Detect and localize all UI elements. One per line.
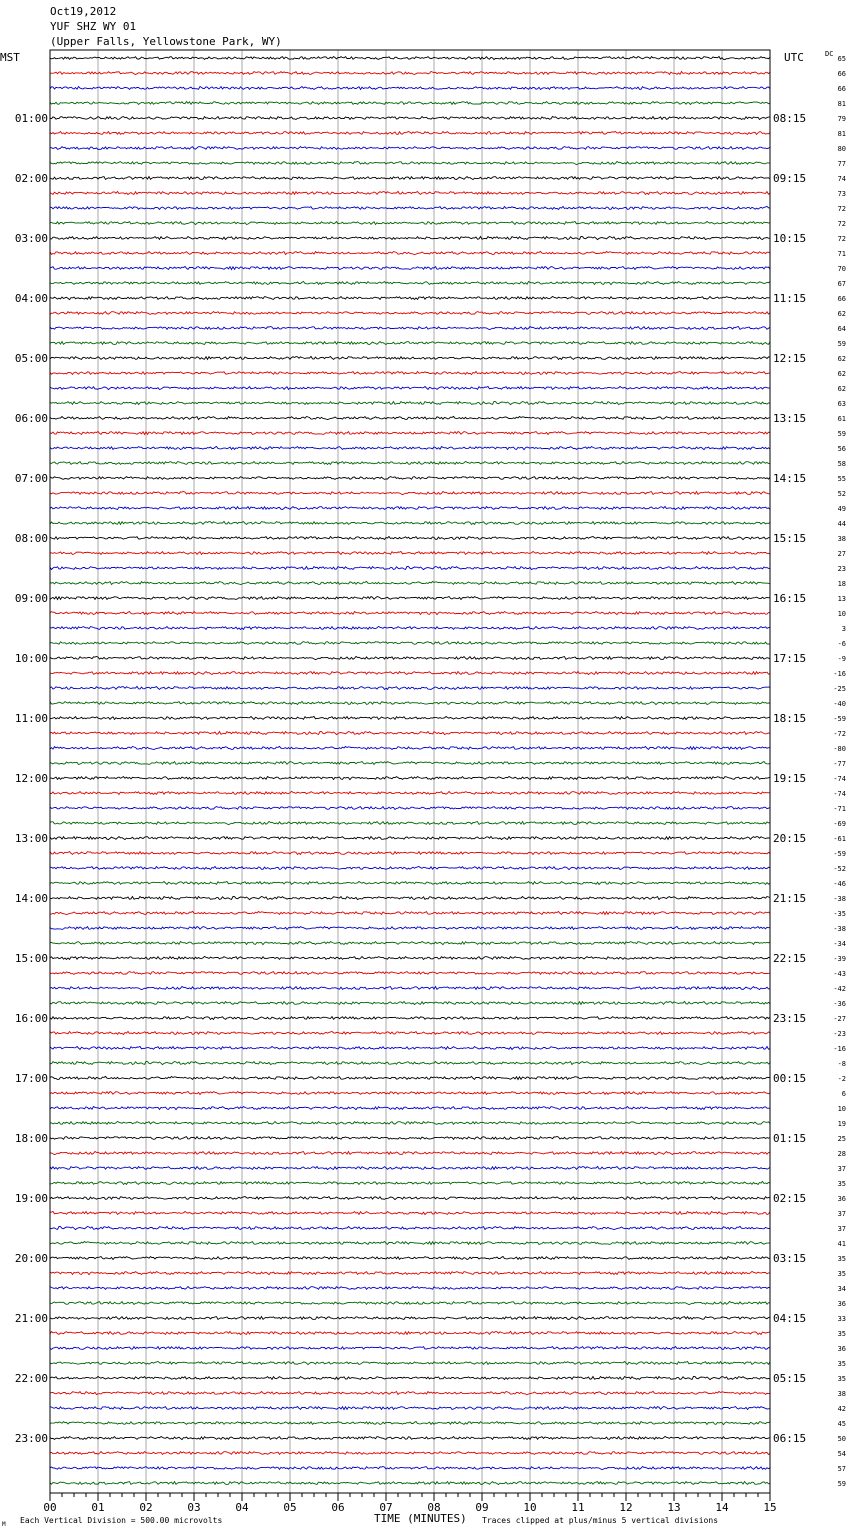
trace-row [50,1152,770,1155]
scale-note: Each Vertical Division = 500.00 microvolts [20,1516,223,1525]
right-hour-label: 17:15 [773,652,807,665]
dc-offset-label: 54 [837,1450,846,1458]
trace-row [50,1377,770,1380]
dc-offset-label: 45 [837,1420,846,1428]
x-tick-label: 15 [763,1501,777,1514]
dc-offset-label: 66 [837,85,846,93]
trace-row [50,57,770,60]
x-tick-label: 14 [715,1501,729,1514]
trace-row [50,342,770,345]
trace-row [50,492,770,495]
dc-offset-label: -38 [833,895,846,903]
trace-row [50,672,770,675]
dc-offset-label: 59 [837,1480,846,1488]
dc-offset-label: -34 [833,940,846,948]
left-hour-label: 11:00 [14,712,48,725]
dc-label: DC [825,50,834,58]
dc-offset-label: 37 [837,1165,846,1173]
dc-offset-label: 25 [837,1135,846,1143]
trace-row [50,372,770,375]
dc-offset-label: 80 [837,145,846,153]
x-tick-label: 03 [187,1501,201,1514]
trace-row [50,762,770,765]
corner-mark: M [2,1521,6,1528]
right-hour-label: 16:15 [773,592,807,605]
trace-row [50,207,770,210]
dc-offset-label: 58 [837,460,846,468]
trace-row [50,1092,770,1095]
trace-row [50,537,770,540]
right-hour-label: 12:15 [773,352,807,365]
dc-offset-label: 38 [837,535,846,543]
trace-row [50,1032,770,1035]
x-tick-label: 00 [43,1501,57,1514]
dc-offset-label: 41 [837,1240,846,1248]
left-hour-label: 04:00 [14,292,48,305]
dc-offset-label: 74 [837,175,846,183]
dc-offset-label: 72 [837,205,846,213]
dc-offset-label: 62 [837,385,846,393]
x-tick-label: 01 [91,1501,105,1514]
dc-offset-label: 57 [837,1465,846,1473]
left-hour-label: 06:00 [14,412,48,425]
dc-offset-label: 59 [837,430,846,438]
dc-offset-label: 35 [837,1360,846,1368]
trace-row [50,117,770,120]
dc-offset-label: 49 [837,505,846,513]
dc-offset-label: -8 [837,1060,846,1068]
trace-row [50,1062,770,1065]
trace-row [50,972,770,975]
dc-offset-label: 56 [837,445,846,453]
right-hour-label: 05:15 [773,1372,807,1385]
trace-row [50,237,770,240]
trace-row [50,642,770,645]
plot-date: Oct19,2012 [50,5,117,18]
left-hour-label: 01:00 [14,112,48,125]
dc-offset-label: 55 [837,475,846,483]
left-hour-label: 22:00 [14,1372,48,1385]
left-hour-label: 05:00 [14,352,48,365]
trace-row [50,567,770,570]
trace-row [50,282,770,285]
trace-row [50,251,770,254]
right-timezone-label: UTC [784,51,804,64]
dc-offset-label: -27 [833,1015,846,1023]
trace-row [50,222,770,225]
dc-offset-label: -16 [833,670,846,678]
x-tick-label: 12 [619,1501,633,1514]
right-hour-label: 23:15 [773,1012,807,1025]
trace-row [50,851,770,854]
dc-offset-label: -6 [837,640,846,648]
station-code: YUF SHZ WY 01 [50,20,137,33]
trace-row [50,162,770,165]
dc-offset-label: 19 [837,1120,846,1128]
x-tick-label: 13 [667,1501,681,1514]
right-hour-label: 15:15 [773,532,807,545]
trace-row [50,521,770,524]
trace-row [50,732,770,735]
left-hour-label: 21:00 [14,1312,48,1325]
trace-row [50,1317,770,1320]
dc-offset-label: 33 [837,1315,846,1323]
dc-offset-label: -23 [833,1030,846,1038]
trace-row [50,1197,770,1200]
dc-offset-label: 23 [837,565,846,573]
left-hour-label: 23:00 [14,1432,48,1445]
right-hour-label: 01:15 [773,1132,807,1145]
left-hour-label: 18:00 [14,1132,48,1145]
right-hour-label: 20:15 [773,832,807,845]
trace-row [50,552,770,555]
right-hour-label: 09:15 [773,172,807,185]
trace-row [50,1482,770,1485]
dc-offset-label: 66 [837,70,846,78]
dc-offset-label: -72 [833,730,846,738]
trace-row [50,837,770,840]
trace-row [50,927,770,930]
left-hour-label: 12:00 [14,772,48,785]
trace-row [50,581,770,584]
dc-offset-label: 77 [837,160,846,168]
dc-offset-label: 35 [837,1270,846,1278]
trace-row [50,746,770,749]
dc-offset-label: 37 [837,1225,846,1233]
clip-note: Traces clipped at plus/minus 5 vertical divisions [482,1516,719,1525]
trace-row [50,177,770,180]
trace-row [50,461,770,464]
dc-offset-label: 62 [837,370,846,378]
dc-offset-label: 65 [837,55,846,63]
trace-row [50,1362,770,1365]
right-hour-label: 11:15 [773,292,807,305]
trace-row [50,686,770,689]
trace-row [50,1331,770,1334]
dc-offset-label: 10 [837,610,846,618]
dc-offset-label: 44 [837,520,846,528]
dc-offset-label: -36 [833,1000,846,1008]
trace-row [50,71,770,74]
x-tick-label: 10 [523,1501,537,1514]
left-hour-label: 13:00 [14,832,48,845]
trace-row [50,1182,770,1185]
trace-row [50,1257,770,1260]
trace-row [50,1121,770,1124]
trace-row [50,267,770,270]
dc-offset-label: 79 [837,115,846,123]
dc-offset-label: 35 [837,1375,846,1383]
dc-offset-label: 36 [837,1300,846,1308]
dc-offset-label: 59 [837,340,846,348]
trace-row [50,1226,770,1229]
dc-offset-label: -35 [833,910,846,918]
dc-offset-label: 6 [841,1090,846,1098]
trace-row [50,807,770,810]
dc-offset-label: 27 [837,550,846,558]
trace-row [50,1467,770,1470]
left-hour-label: 17:00 [14,1072,48,1085]
dc-offset-label: 10 [837,1105,846,1113]
trace-row [50,702,770,705]
dc-offset-label: -74 [833,790,846,798]
trace-row [50,402,770,405]
right-hour-label: 22:15 [773,952,807,965]
trace-row [50,507,770,510]
right-hour-label: 18:15 [773,712,807,725]
dc-offset-label: 70 [837,265,846,273]
dc-offset-label: -25 [833,685,846,693]
trace-row [50,102,770,105]
trace-row [50,387,770,390]
trace-row [50,867,770,870]
trace-row [50,911,770,914]
trace-row [50,942,770,945]
station-location: (Upper Falls, Yellowstone Park, WY) [50,35,282,48]
right-hour-label: 08:15 [773,112,807,125]
dc-offset-label: -52 [833,865,846,873]
trace-row [50,1107,770,1110]
right-hour-label: 02:15 [773,1192,807,1205]
right-hour-label: 14:15 [773,472,807,485]
dc-offset-label: 36 [837,1195,846,1203]
trace-row [50,777,770,780]
trace-row [50,1407,770,1410]
dc-offset-label: 38 [837,1390,846,1398]
dc-offset-label: -42 [833,985,846,993]
trace-row [50,1212,770,1215]
trace-row [50,597,770,600]
dc-offset-label: -71 [833,805,846,813]
dc-offset-label: -38 [833,925,846,933]
dc-offset-label: -40 [833,700,846,708]
dc-offset-label: 28 [837,1150,846,1158]
trace-row [50,147,770,150]
dc-offset-label: 35 [837,1255,846,1263]
trace-row [50,1001,770,1004]
dc-offset-label: 62 [837,310,846,318]
trace-row [50,956,770,959]
trace-row [50,432,770,435]
dc-offset-label: 34 [837,1285,846,1293]
trace-row [50,717,770,720]
trace-row [50,1302,770,1305]
trace-row [50,477,770,480]
dc-offset-label: 37 [837,1210,846,1218]
dc-offset-label: 42 [837,1405,846,1413]
trace-row [50,1391,770,1394]
trace-row [50,1452,770,1455]
trace-row [50,657,770,660]
trace-row [50,1242,770,1245]
trace-row [50,1436,770,1439]
dc-offset-label: 50 [837,1435,846,1443]
dc-offset-label: 63 [837,400,846,408]
x-tick-label: 06 [331,1501,345,1514]
dc-offset-label: 36 [837,1345,846,1353]
right-hour-label: 13:15 [773,412,807,425]
dc-offset-label: -39 [833,955,846,963]
left-hour-label: 09:00 [14,592,48,605]
dc-offset-label: 71 [837,250,846,258]
trace-row [50,356,770,359]
dc-offset-label: 13 [837,595,846,603]
trace-row [50,987,770,990]
trace-layer [50,57,770,1485]
dc-offset-label: 52 [837,490,846,498]
dc-offset-label: 35 [837,1180,846,1188]
dc-offset-label: 66 [837,295,846,303]
x-axis-label: TIME (MINUTES) [374,1512,467,1525]
right-hour-label: 03:15 [773,1252,807,1265]
left-hour-label: 20:00 [14,1252,48,1265]
dc-offset-label: -69 [833,820,846,828]
left-hour-label: 14:00 [14,892,48,905]
trace-row [50,1137,770,1140]
left-hour-label: 16:00 [14,1012,48,1025]
left-hour-label: 08:00 [14,532,48,545]
left-hour-label: 03:00 [14,232,48,245]
trace-row [50,132,770,135]
left-hour-label: 10:00 [14,652,48,665]
x-tick-label: 11 [571,1501,585,1514]
dc-offset-label: 72 [837,235,846,243]
dc-offset-label: 62 [837,355,846,363]
x-tick-label: 05 [283,1501,297,1514]
trace-row [50,87,770,90]
trace-row [50,191,770,194]
trace-row [50,791,770,794]
right-hour-label: 21:15 [773,892,807,905]
dc-offset-label: -2 [837,1075,846,1083]
x-tick-label: 07 [379,1501,393,1514]
x-tick-label: 04 [235,1501,249,1514]
right-hour-label: 06:15 [773,1432,807,1445]
x-tick-label: 02 [139,1501,153,1514]
trace-row [50,416,770,419]
label-layer [0,50,846,1528]
x-tick-label: 09 [475,1501,489,1514]
dc-offset-label: 3 [841,625,846,633]
trace-row [50,626,770,629]
trace-row [50,312,770,315]
left-hour-label: 02:00 [14,172,48,185]
trace-row [50,822,770,825]
trace-row [50,1287,770,1290]
x-tick-label: 08 [427,1501,441,1514]
left-hour-label: 19:00 [14,1192,48,1205]
dc-offset-label: 35 [837,1330,846,1338]
dc-offset-label: -46 [833,880,846,888]
left-hour-label: 15:00 [14,952,48,965]
right-hour-label: 00:15 [773,1072,807,1085]
trace-row [50,882,770,885]
dc-offset-label: 81 [837,100,846,108]
dc-offset-label: -9 [837,655,846,663]
dc-offset-label: -80 [833,745,846,753]
right-hour-label: 10:15 [773,232,807,245]
trace-row [50,1271,770,1274]
right-hour-label: 19:15 [773,772,807,785]
dc-offset-label: 61 [837,415,846,423]
right-hour-label: 04:15 [773,1312,807,1325]
trace-row [50,1347,770,1350]
trace-row [50,1076,770,1079]
trace-row [50,1422,770,1425]
trace-row [50,1166,770,1169]
left-hour-label: 07:00 [14,472,48,485]
dc-offset-label: 73 [837,190,846,198]
trace-row [50,296,770,299]
trace-row [50,1047,770,1050]
left-timezone-label: MST [0,51,20,64]
dc-offset-label: -59 [833,715,846,723]
grid-lines [98,50,722,1493]
dc-offset-label: -16 [833,1045,846,1053]
dc-offset-label: 18 [837,580,846,588]
trace-row [50,1017,770,1020]
dc-offset-label: 67 [837,280,846,288]
dc-offset-label: 81 [837,130,846,138]
trace-row [50,447,770,450]
dc-offset-label: -59 [833,850,846,858]
dc-offset-label: -43 [833,970,846,978]
dc-offset-label: -61 [833,835,846,843]
trace-row [50,327,770,330]
trace-row [50,612,770,615]
dc-offset-label: -77 [833,760,846,768]
dc-offset-label: 64 [837,325,846,333]
dc-offset-label: -74 [833,775,846,783]
dc-offset-label: 72 [837,220,846,228]
trace-row [50,897,770,900]
